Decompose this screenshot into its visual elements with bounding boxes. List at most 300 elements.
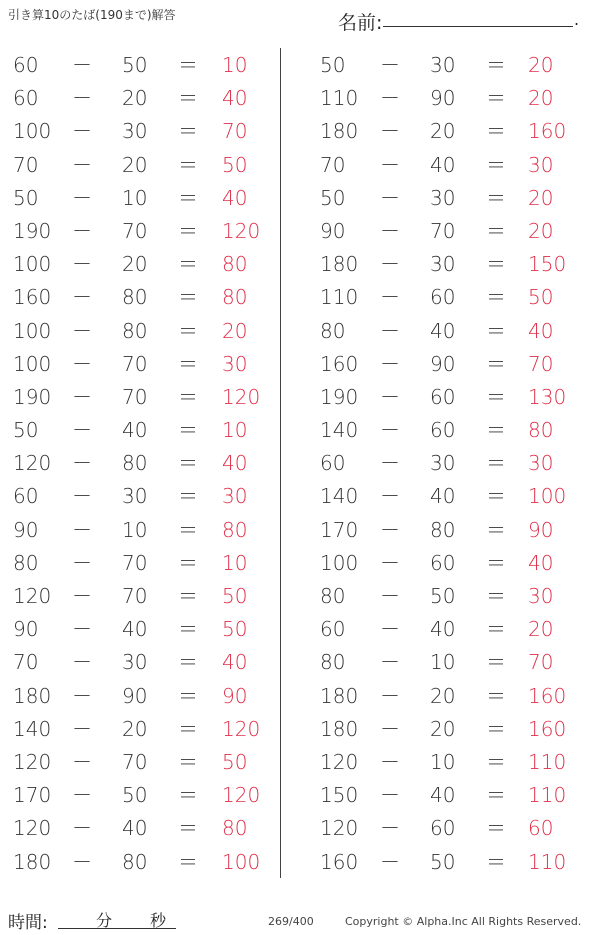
minuend: 50 xyxy=(320,185,346,210)
minus-sign: － xyxy=(380,86,400,111)
answer: 20 xyxy=(528,218,554,243)
minuend: 120 xyxy=(13,749,52,774)
answer: 50 xyxy=(222,749,248,774)
problem-row xyxy=(310,347,600,380)
minus-sign: － xyxy=(380,783,400,808)
equals-sign: ＝ xyxy=(486,484,506,509)
problem-row xyxy=(0,778,290,811)
equals-sign: ＝ xyxy=(178,451,198,476)
minuend: 180 xyxy=(320,252,359,277)
problem-row xyxy=(0,513,290,546)
time-label: 時間: xyxy=(8,913,48,933)
problem-row xyxy=(0,679,290,712)
minuend: 50 xyxy=(320,53,346,77)
subtrahend: 60 xyxy=(430,384,456,409)
problem-row xyxy=(0,446,290,479)
subtrahend: 50 xyxy=(122,53,148,77)
minus-sign: － xyxy=(72,484,92,509)
minus-sign: － xyxy=(72,86,92,111)
subtrahend: 50 xyxy=(430,584,456,608)
answer: 80 xyxy=(222,517,248,542)
left-problem-column xyxy=(0,48,290,878)
subtrahend: 10 xyxy=(122,185,148,210)
subtrahend: 70 xyxy=(430,218,456,243)
equals-sign: ＝ xyxy=(486,384,506,409)
minus-sign: － xyxy=(380,318,400,343)
minuend: 100 xyxy=(320,550,359,575)
equals-sign: ＝ xyxy=(486,318,506,343)
answer: 70 xyxy=(528,351,554,376)
subtrahend: 10 xyxy=(430,749,456,774)
answer: 20 xyxy=(528,185,554,210)
answer: 10 xyxy=(222,418,248,443)
minuend: 170 xyxy=(13,783,52,808)
page-number: 269/400 xyxy=(268,915,314,928)
subtrahend: 20 xyxy=(122,152,148,177)
minuend: 180 xyxy=(13,849,52,874)
equals-sign: ＝ xyxy=(486,683,506,708)
minus-sign: － xyxy=(380,849,400,874)
equals-sign: ＝ xyxy=(486,252,506,277)
minus-sign: － xyxy=(72,584,92,608)
minuend: 120 xyxy=(320,816,359,841)
minus-sign: － xyxy=(380,185,400,210)
answer: 60 xyxy=(528,816,554,841)
minuend: 180 xyxy=(320,119,359,144)
minus-sign: － xyxy=(380,584,400,608)
problem-row xyxy=(310,181,600,214)
answer: 160 xyxy=(528,119,567,144)
minus-sign: － xyxy=(380,53,400,77)
minus-sign: － xyxy=(380,285,400,310)
answer: 110 xyxy=(528,783,567,808)
minus-sign: － xyxy=(380,384,400,409)
answer: 50 xyxy=(222,584,248,608)
minuend: 80 xyxy=(13,550,39,575)
answer: 40 xyxy=(222,451,248,476)
problem-row xyxy=(0,280,290,313)
minus-sign: － xyxy=(72,185,92,210)
problem-row xyxy=(0,479,290,512)
equals-sign: ＝ xyxy=(178,683,198,708)
problem-row xyxy=(0,745,290,778)
minuend: 60 xyxy=(320,451,346,476)
subtrahend: 90 xyxy=(430,351,456,376)
minus-sign: － xyxy=(72,550,92,575)
answer: 120 xyxy=(222,384,261,409)
minuend: 160 xyxy=(320,351,359,376)
minuend: 60 xyxy=(320,617,346,642)
subtrahend: 30 xyxy=(430,451,456,476)
minus-sign: － xyxy=(380,152,400,177)
problem-row xyxy=(310,645,600,678)
subtrahend: 30 xyxy=(430,53,456,77)
problem-row xyxy=(310,314,600,347)
subtrahend: 30 xyxy=(122,650,148,675)
answer: 160 xyxy=(528,716,567,741)
minuend: 80 xyxy=(320,318,346,343)
equals-sign: ＝ xyxy=(178,816,198,841)
answer: 130 xyxy=(528,384,567,409)
equals-sign: ＝ xyxy=(486,86,506,111)
equals-sign: ＝ xyxy=(178,749,198,774)
problem-row xyxy=(0,612,290,645)
minutes-label: 分 xyxy=(96,911,113,930)
minuend: 110 xyxy=(320,86,359,111)
equals-sign: ＝ xyxy=(178,185,198,210)
minuend: 140 xyxy=(320,484,359,509)
answer: 20 xyxy=(528,53,554,77)
subtrahend: 60 xyxy=(430,285,456,310)
equals-sign: ＝ xyxy=(486,650,506,675)
answer: 30 xyxy=(222,484,248,509)
minus-sign: － xyxy=(380,749,400,774)
problem-row xyxy=(310,679,600,712)
problem-row xyxy=(310,81,600,114)
equals-sign: ＝ xyxy=(486,285,506,310)
minus-sign: － xyxy=(72,53,92,77)
minus-sign: － xyxy=(72,351,92,376)
equals-sign: ＝ xyxy=(486,152,506,177)
subtrahend: 40 xyxy=(430,484,456,509)
equals-sign: ＝ xyxy=(178,384,198,409)
subtrahend: 70 xyxy=(122,384,148,409)
problem-row xyxy=(310,247,600,280)
minuend: 50 xyxy=(13,185,39,210)
equals-sign: ＝ xyxy=(486,351,506,376)
answer: 20 xyxy=(528,86,554,111)
name-end-mark: . xyxy=(574,10,580,29)
subtrahend: 40 xyxy=(122,816,148,841)
minuend: 120 xyxy=(13,451,52,476)
answer: 150 xyxy=(528,252,567,277)
minus-sign: － xyxy=(72,252,92,277)
minus-sign: － xyxy=(380,683,400,708)
minuend: 120 xyxy=(320,749,359,774)
subtrahend: 50 xyxy=(122,783,148,808)
equals-sign: ＝ xyxy=(486,716,506,741)
problem-row xyxy=(0,81,290,114)
subtrahend: 40 xyxy=(430,617,456,642)
problem-row xyxy=(0,811,290,844)
subtrahend: 80 xyxy=(122,285,148,310)
subtrahend: 90 xyxy=(122,683,148,708)
minuend: 50 xyxy=(13,418,39,443)
minuend: 60 xyxy=(13,86,39,111)
equals-sign: ＝ xyxy=(178,318,198,343)
equals-sign: ＝ xyxy=(178,119,198,144)
minus-sign: － xyxy=(380,418,400,443)
subtrahend: 40 xyxy=(122,617,148,642)
answer: 90 xyxy=(222,683,248,708)
minus-sign: － xyxy=(72,617,92,642)
subtrahend: 10 xyxy=(122,517,148,542)
answer: 40 xyxy=(222,185,248,210)
equals-sign: ＝ xyxy=(486,749,506,774)
equals-sign: ＝ xyxy=(178,783,198,808)
problem-row xyxy=(310,845,600,878)
answer: 10 xyxy=(222,53,248,77)
minus-sign: － xyxy=(72,318,92,343)
subtrahend: 80 xyxy=(122,318,148,343)
minus-sign: － xyxy=(72,384,92,409)
problem-row xyxy=(0,845,290,878)
minuend: 150 xyxy=(320,783,359,808)
minus-sign: － xyxy=(380,119,400,144)
minuend: 140 xyxy=(13,716,52,741)
minus-sign: － xyxy=(72,218,92,243)
subtrahend: 70 xyxy=(122,584,148,608)
answer: 80 xyxy=(222,285,248,310)
subtrahend: 30 xyxy=(430,252,456,277)
answer: 70 xyxy=(528,650,554,675)
problem-row xyxy=(0,148,290,181)
minuend: 100 xyxy=(13,119,52,144)
problem-row xyxy=(0,579,290,612)
minus-sign: － xyxy=(72,816,92,841)
answer: 40 xyxy=(222,86,248,111)
minus-sign: － xyxy=(72,119,92,144)
subtrahend: 30 xyxy=(122,119,148,144)
problem-row xyxy=(310,380,600,413)
equals-sign: ＝ xyxy=(178,53,198,77)
equals-sign: ＝ xyxy=(178,550,198,575)
minuend: 90 xyxy=(13,517,39,542)
subtrahend: 30 xyxy=(122,484,148,509)
minus-sign: － xyxy=(72,783,92,808)
answer: 30 xyxy=(528,584,554,608)
answer: 120 xyxy=(222,218,261,243)
subtrahend: 20 xyxy=(122,252,148,277)
problem-row xyxy=(0,347,290,380)
answer: 10 xyxy=(222,550,248,575)
subtrahend: 40 xyxy=(430,318,456,343)
subtrahend: 50 xyxy=(430,849,456,874)
answer: 50 xyxy=(222,617,248,642)
equals-sign: ＝ xyxy=(486,119,506,144)
equals-sign: ＝ xyxy=(486,517,506,542)
equals-sign: ＝ xyxy=(486,53,506,77)
minus-sign: － xyxy=(380,617,400,642)
problem-row xyxy=(0,712,290,745)
subtrahend: 70 xyxy=(122,749,148,774)
name-field-line xyxy=(383,26,573,27)
minuend: 190 xyxy=(13,384,52,409)
minus-sign: － xyxy=(380,550,400,575)
problem-row xyxy=(310,513,600,546)
equals-sign: ＝ xyxy=(178,418,198,443)
answer: 160 xyxy=(528,683,567,708)
problem-row xyxy=(0,645,290,678)
seconds-label: 秒 xyxy=(150,911,167,930)
minus-sign: － xyxy=(72,716,92,741)
subtrahend: 20 xyxy=(122,86,148,111)
answer: 30 xyxy=(528,451,554,476)
equals-sign: ＝ xyxy=(486,584,506,608)
minus-sign: － xyxy=(72,418,92,443)
minuend: 120 xyxy=(13,816,52,841)
minuend: 160 xyxy=(13,285,52,310)
subtrahend: 40 xyxy=(122,418,148,443)
answer: 100 xyxy=(528,484,567,509)
minuend: 90 xyxy=(13,617,39,642)
answer: 90 xyxy=(528,517,554,542)
answer: 20 xyxy=(528,617,554,642)
minus-sign: － xyxy=(380,517,400,542)
equals-sign: ＝ xyxy=(178,351,198,376)
answer: 40 xyxy=(528,550,554,575)
problem-row xyxy=(310,214,600,247)
minus-sign: － xyxy=(72,451,92,476)
problem-row xyxy=(0,181,290,214)
minus-sign: － xyxy=(72,517,92,542)
copyright-text: Copyright © Alpha.Inc All Rights Reserved. xyxy=(345,915,582,928)
minus-sign: － xyxy=(72,650,92,675)
subtrahend: 60 xyxy=(430,418,456,443)
minuend: 80 xyxy=(320,650,346,675)
answer: 80 xyxy=(222,252,248,277)
equals-sign: ＝ xyxy=(486,185,506,210)
minuend: 190 xyxy=(13,218,52,243)
subtrahend: 70 xyxy=(122,218,148,243)
minus-sign: － xyxy=(72,285,92,310)
subtrahend: 70 xyxy=(122,351,148,376)
subtrahend: 20 xyxy=(430,119,456,144)
equals-sign: ＝ xyxy=(178,849,198,874)
subtrahend: 80 xyxy=(430,517,456,542)
equals-sign: ＝ xyxy=(486,849,506,874)
equals-sign: ＝ xyxy=(486,816,506,841)
problem-row xyxy=(0,48,290,81)
minuend: 60 xyxy=(13,484,39,509)
subtrahend: 40 xyxy=(430,152,456,177)
minuend: 170 xyxy=(320,517,359,542)
problem-row xyxy=(310,778,600,811)
equals-sign: ＝ xyxy=(178,517,198,542)
problem-row xyxy=(0,114,290,147)
minuend: 70 xyxy=(320,152,346,177)
answer: 70 xyxy=(222,119,248,144)
equals-sign: ＝ xyxy=(486,617,506,642)
problem-row xyxy=(310,745,600,778)
answer: 20 xyxy=(222,318,248,343)
minuend: 190 xyxy=(320,384,359,409)
problem-row xyxy=(0,247,290,280)
minus-sign: － xyxy=(380,716,400,741)
subtrahend: 90 xyxy=(430,86,456,111)
problem-row xyxy=(310,48,600,81)
answer: 40 xyxy=(528,318,554,343)
equals-sign: ＝ xyxy=(486,550,506,575)
problem-row xyxy=(310,546,600,579)
minus-sign: － xyxy=(72,152,92,177)
name-label: 名前: xyxy=(338,12,383,34)
equals-sign: ＝ xyxy=(178,218,198,243)
minus-sign: － xyxy=(380,451,400,476)
minuend: 140 xyxy=(320,418,359,443)
minuend: 100 xyxy=(13,252,52,277)
equals-sign: ＝ xyxy=(486,451,506,476)
equals-sign: ＝ xyxy=(486,418,506,443)
problem-row xyxy=(310,413,600,446)
problem-row xyxy=(310,811,600,844)
problem-row xyxy=(0,214,290,247)
minuend: 80 xyxy=(320,584,346,608)
minus-sign: － xyxy=(380,484,400,509)
problem-row xyxy=(310,479,600,512)
minus-sign: － xyxy=(72,683,92,708)
minuend: 160 xyxy=(320,849,359,874)
minuend: 70 xyxy=(13,152,39,177)
problem-row xyxy=(310,446,600,479)
equals-sign: ＝ xyxy=(178,617,198,642)
minus-sign: － xyxy=(380,252,400,277)
problem-row xyxy=(0,380,290,413)
problem-row xyxy=(0,314,290,347)
problem-row xyxy=(310,280,600,313)
equals-sign: ＝ xyxy=(178,152,198,177)
answer: 110 xyxy=(528,749,567,774)
minuend: 90 xyxy=(320,218,346,243)
equals-sign: ＝ xyxy=(178,716,198,741)
subtrahend: 20 xyxy=(430,683,456,708)
subtrahend: 40 xyxy=(430,783,456,808)
subtrahend: 20 xyxy=(122,716,148,741)
answer: 80 xyxy=(222,816,248,841)
equals-sign: ＝ xyxy=(178,650,198,675)
minus-sign: － xyxy=(72,749,92,774)
subtrahend: 60 xyxy=(430,550,456,575)
equals-sign: ＝ xyxy=(178,86,198,111)
answer: 30 xyxy=(528,152,554,177)
minuend: 100 xyxy=(13,318,52,343)
minus-sign: － xyxy=(380,650,400,675)
minuend: 180 xyxy=(13,683,52,708)
worksheet-title: 引き算10のたば(190まで)解答 xyxy=(8,8,176,22)
minuend: 180 xyxy=(320,683,359,708)
problem-row xyxy=(0,546,290,579)
problem-row xyxy=(310,114,600,147)
minuend: 60 xyxy=(13,53,39,77)
minuend: 120 xyxy=(13,584,52,608)
equals-sign: ＝ xyxy=(178,285,198,310)
problem-row xyxy=(310,579,600,612)
problem-row xyxy=(0,413,290,446)
answer: 120 xyxy=(222,783,261,808)
subtrahend: 30 xyxy=(430,185,456,210)
problem-row xyxy=(310,612,600,645)
answer: 50 xyxy=(528,285,554,310)
minuend: 100 xyxy=(13,351,52,376)
equals-sign: ＝ xyxy=(486,783,506,808)
problem-row xyxy=(310,712,600,745)
subtrahend: 10 xyxy=(430,650,456,675)
answer: 120 xyxy=(222,716,261,741)
minus-sign: － xyxy=(380,218,400,243)
minuend: 70 xyxy=(13,650,39,675)
minuend: 110 xyxy=(320,285,359,310)
subtrahend: 70 xyxy=(122,550,148,575)
answer: 110 xyxy=(528,849,567,874)
equals-sign: ＝ xyxy=(486,218,506,243)
answer: 40 xyxy=(222,650,248,675)
minuend: 180 xyxy=(320,716,359,741)
problem-row xyxy=(310,148,600,181)
subtrahend: 20 xyxy=(430,716,456,741)
answer: 50 xyxy=(222,152,248,177)
minus-sign: － xyxy=(380,351,400,376)
equals-sign: ＝ xyxy=(178,484,198,509)
